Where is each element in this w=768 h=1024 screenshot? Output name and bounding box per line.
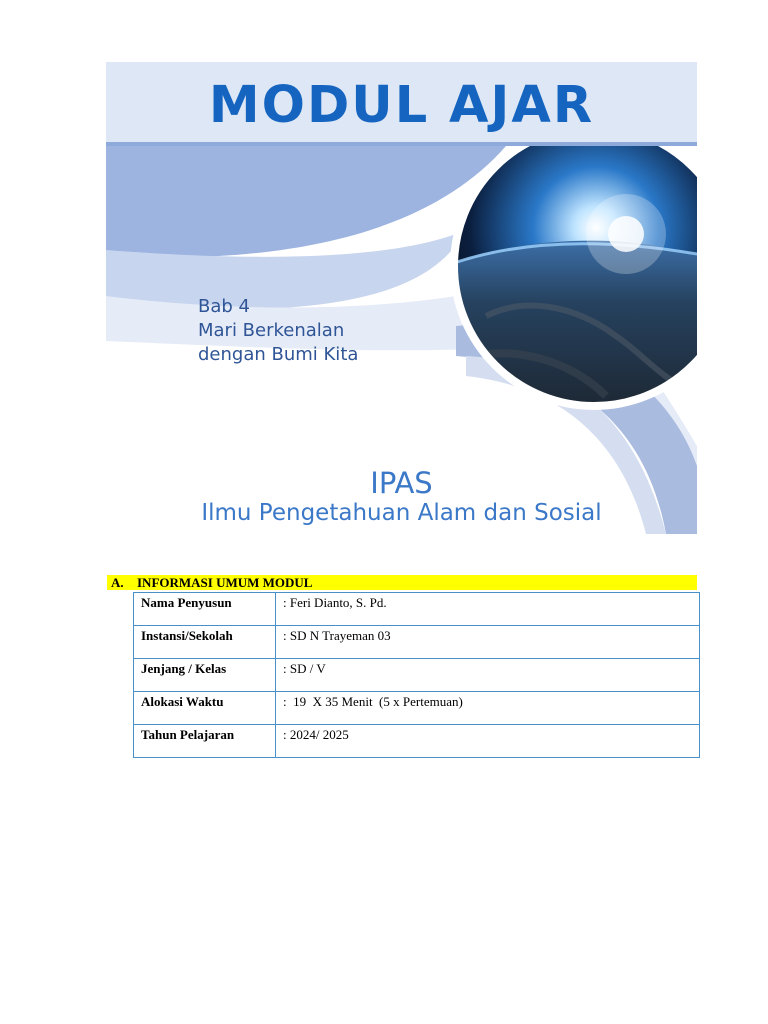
subject-name: IPAS xyxy=(370,466,433,500)
subject-full-name: Ilmu Pengetahuan Alam dan Sosial xyxy=(201,500,602,526)
chapter-title-line1: Mari Berkenalan xyxy=(198,320,345,341)
row-label: Alokasi Waktu xyxy=(134,692,276,725)
table-row xyxy=(134,659,700,692)
row-value: : 19 X 35 Menit (5 x Pertemuan) xyxy=(276,692,700,725)
row-value: : Feri Dianto, S. Pd. xyxy=(276,593,700,626)
section-title: INFORMASI UMUM MODUL xyxy=(137,575,313,590)
row-value: : 2024/ 2025 xyxy=(276,725,700,758)
table-row xyxy=(134,626,700,659)
table-row xyxy=(134,593,700,626)
section-letter: A. xyxy=(111,575,124,590)
table-row xyxy=(134,725,700,758)
table-row xyxy=(134,692,700,725)
cover-page xyxy=(106,62,697,534)
document-title: MODUL AJAR xyxy=(208,76,595,135)
row-label: Tahun Pelajaran xyxy=(134,725,276,758)
chapter-number: Bab 4 xyxy=(198,296,250,317)
row-value: : SD N Trayeman 03 xyxy=(276,626,700,659)
row-label: Jenjang / Kelas xyxy=(134,659,276,692)
row-value: : SD / V xyxy=(276,659,700,692)
chapter-title-line2: dengan Bumi Kita xyxy=(198,344,359,365)
title-band xyxy=(106,62,697,146)
section-heading xyxy=(107,575,697,590)
row-label: Instansi/Sekolah xyxy=(134,626,276,659)
info-table xyxy=(133,592,700,758)
row-label: Nama Penyusun xyxy=(134,593,276,626)
